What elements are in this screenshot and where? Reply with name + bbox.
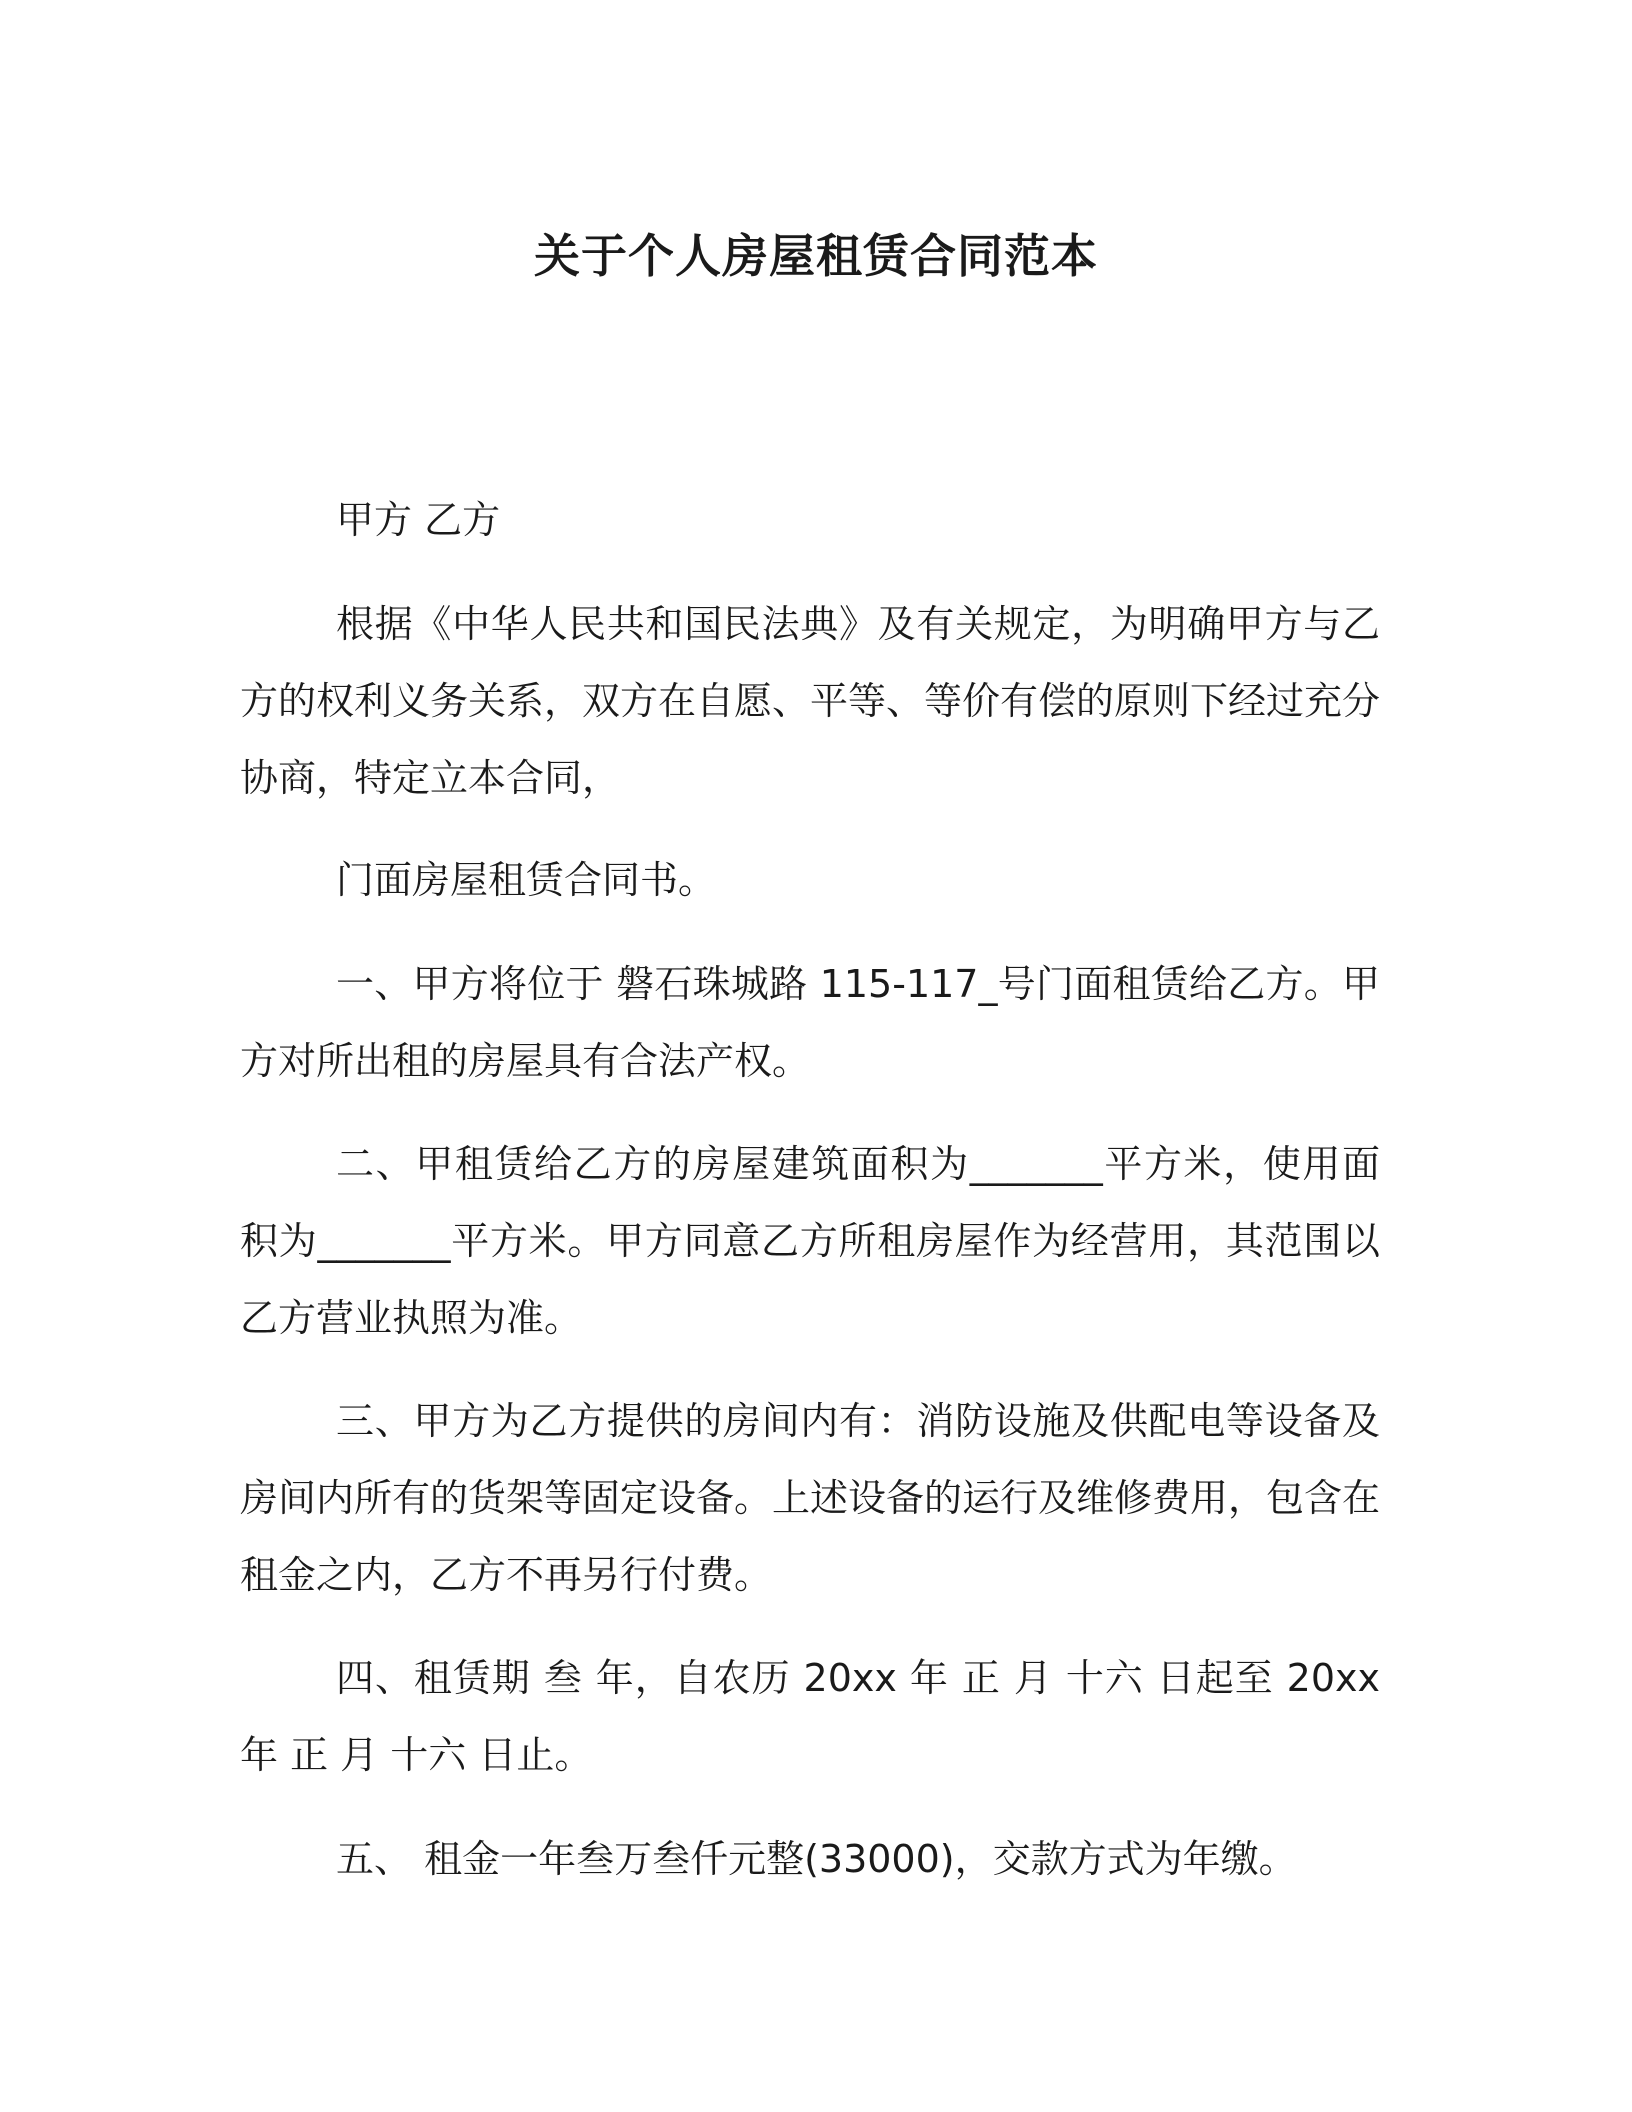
contract-book-line: 门面房屋租赁合同书。 bbox=[336, 858, 717, 902]
clause-5-paragraph: 五、 租金一年叁万叁仟元整(33000)，交款方式为年缴。 bbox=[336, 1837, 1297, 1881]
clause-1-paragraph: 一、甲方将位于 磐石珠城路 115-117_号门面租赁给乙方。甲方对所出租的房屋具有合法产权。 bbox=[240, 962, 1380, 1083]
document-title: 关于个人房屋租赁合同范本 bbox=[534, 229, 1098, 283]
clause-4-paragraph: 四、租赁期 叁 年，自农历 20xx 年 正 月 十六 日起至 20xx 年 正 月 十六 日止。 bbox=[240, 1656, 1380, 1777]
legal-basis-paragraph: 根据《中华人民共和国民法典》及有关规定，为明确甲方与乙方的权利义务关系，双方在自愿、平等、等价有偿的原则下经过充分协商，特定立本合同， bbox=[240, 602, 1381, 800]
clause-2-paragraph: 二、甲租赁给乙方的房屋建筑面积为_______平方米，使用面积为_______平方米。甲方同意乙方所租房屋作为经营用，其范围以乙方营业执照为准。 bbox=[240, 1142, 1380, 1340]
parties-line: 甲方 乙方 bbox=[336, 498, 501, 542]
clause-3-paragraph: 三、甲方为乙方提供的房间内有：消防设施及供配电等设备及房间内所有的货架等固定设备。上述设备的运行及维修费用，包含在租金之内，乙方不再另行付费。 bbox=[240, 1399, 1381, 1597]
